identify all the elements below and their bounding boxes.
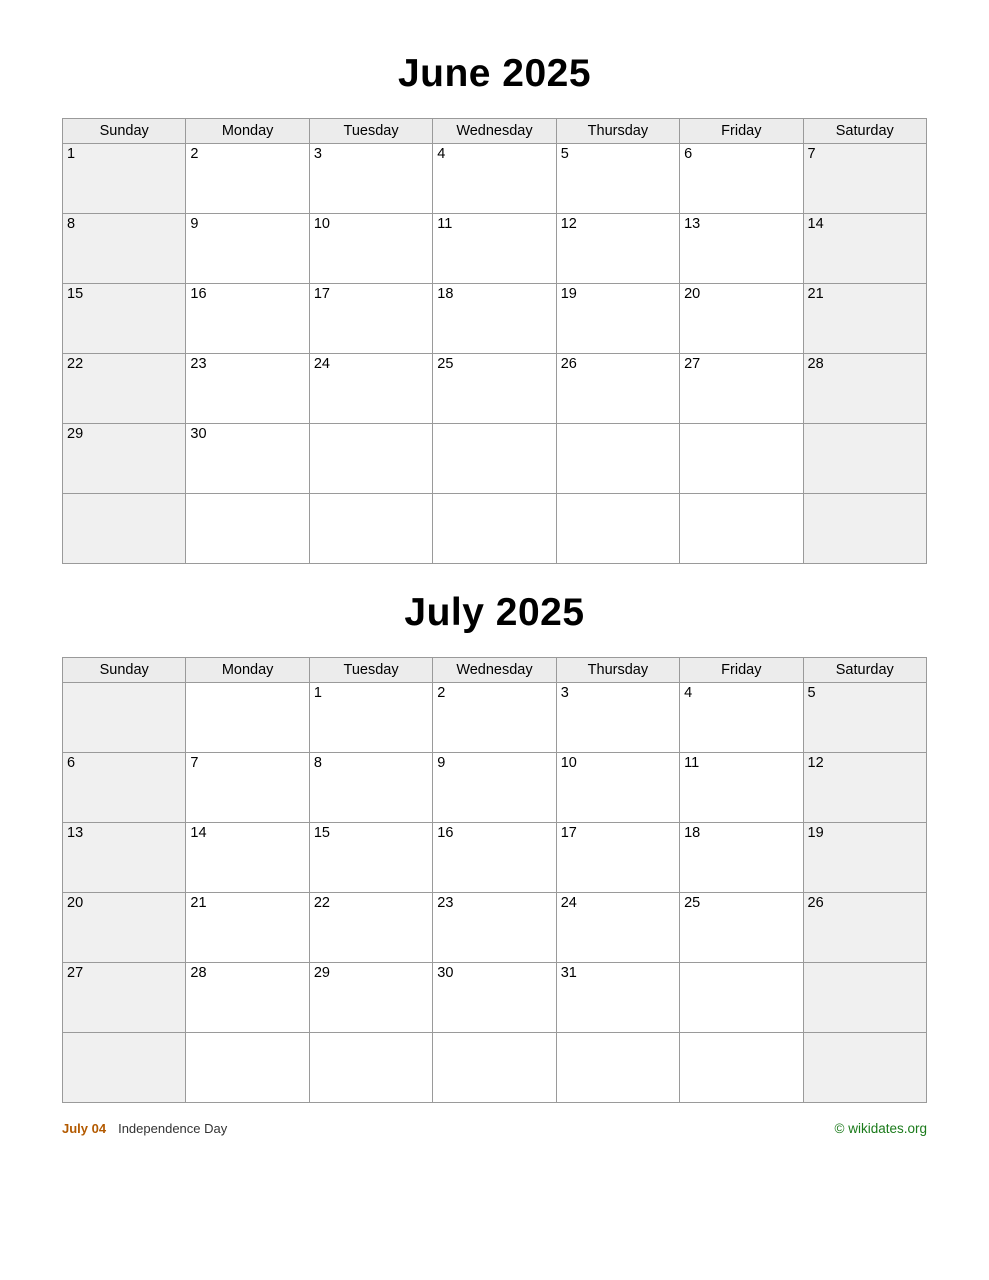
day-cell[interactable]: [433, 753, 556, 823]
day-cell[interactable]: [63, 1033, 186, 1103]
day-cell[interactable]: [803, 1033, 926, 1103]
day-number: 21: [807, 286, 824, 302]
day-number: 8: [67, 216, 76, 232]
weekday-header-friday: Friday: [680, 658, 803, 683]
day-cell[interactable]: [680, 354, 803, 424]
footer: [62, 1103, 927, 1136]
weekday-header-wednesday: Wednesday: [433, 119, 556, 144]
day-cell[interactable]: [433, 284, 556, 354]
day-cell[interactable]: [186, 893, 309, 963]
day-number: 18: [684, 825, 701, 841]
holiday-legend: [62, 1121, 227, 1136]
weekday-header-tuesday: Tuesday: [309, 658, 432, 683]
day-cell[interactable]: [63, 354, 186, 424]
month-block-june: [62, 0, 927, 564]
day-number: 17: [560, 825, 577, 841]
day-cell[interactable]: [309, 214, 432, 284]
calendar-week-row: [63, 214, 927, 284]
day-number: 7: [190, 755, 199, 771]
day-cell[interactable]: [433, 214, 556, 284]
day-cell[interactable]: [433, 893, 556, 963]
day-number: 1: [67, 146, 76, 162]
weekday-header-tuesday: Tuesday: [309, 119, 432, 144]
day-number: 24: [560, 895, 577, 911]
calendar-week-row: [63, 893, 927, 963]
day-number: 13: [67, 825, 84, 841]
day-cell[interactable]: [186, 963, 309, 1033]
day-number: 23: [190, 356, 207, 372]
day-cell[interactable]: [556, 683, 679, 753]
day-number: 24: [313, 356, 330, 372]
holiday-date: July 04: [62, 1121, 107, 1136]
weekday-header-friday: Friday: [680, 119, 803, 144]
day-number: 18: [437, 286, 454, 302]
day-cell[interactable]: [309, 963, 432, 1033]
day-cell[interactable]: [680, 823, 803, 893]
day-cell[interactable]: [186, 214, 309, 284]
day-number: 29: [67, 426, 84, 442]
day-number: 8: [313, 755, 322, 771]
day-number: 12: [560, 216, 577, 232]
day-cell[interactable]: [63, 893, 186, 963]
day-number: 28: [807, 356, 824, 372]
month-title-july: July 2025: [404, 591, 585, 634]
day-cell[interactable]: [309, 354, 432, 424]
day-number: 28: [190, 965, 207, 981]
day-number: 17: [313, 286, 330, 302]
day-cell[interactable]: [680, 424, 803, 494]
day-number: 19: [807, 825, 824, 841]
day-cell[interactable]: [309, 1033, 432, 1103]
month-title-june: June 2025: [397, 52, 592, 95]
day-number: 15: [67, 286, 84, 302]
day-number: 22: [67, 356, 84, 372]
day-number: 21: [190, 895, 207, 911]
day-cell[interactable]: [556, 893, 679, 963]
weekday-header-thursday: Thursday: [556, 658, 679, 683]
day-cell[interactable]: [63, 753, 186, 823]
day-cell[interactable]: [803, 893, 926, 963]
day-number: 26: [560, 356, 577, 372]
weekday-header-sunday: Sunday: [63, 658, 186, 683]
day-number: 13: [684, 216, 701, 232]
day-cell[interactable]: [309, 683, 432, 753]
day-number: 16: [190, 286, 207, 302]
calendar-week-row: [63, 144, 927, 214]
calendar-week-row: [63, 494, 927, 564]
weekday-header-saturday: Saturday: [803, 119, 926, 144]
day-cell[interactable]: [680, 963, 803, 1033]
day-cell[interactable]: [63, 683, 186, 753]
day-cell[interactable]: [186, 823, 309, 893]
day-number: 26: [807, 895, 824, 911]
day-cell[interactable]: [309, 823, 432, 893]
day-number: 6: [684, 146, 693, 162]
calendar-week-row: [63, 1033, 927, 1103]
day-cell[interactable]: [803, 284, 926, 354]
day-number: 31: [560, 965, 577, 981]
day-cell[interactable]: [803, 963, 926, 1033]
calendar-week-row: [63, 354, 927, 424]
day-number: 14: [190, 825, 207, 841]
day-number: 22: [313, 895, 330, 911]
weekday-header-thursday: Thursday: [556, 119, 679, 144]
day-number: 20: [684, 286, 701, 302]
day-cell[interactable]: [680, 1033, 803, 1103]
day-number: 20: [67, 895, 84, 911]
day-cell[interactable]: [556, 753, 679, 823]
day-cell[interactable]: [186, 284, 309, 354]
day-cell[interactable]: [556, 354, 679, 424]
weekday-header-monday: Monday: [186, 658, 309, 683]
day-number: 4: [437, 146, 446, 162]
day-cell[interactable]: [309, 893, 432, 963]
day-cell[interactable]: [556, 494, 679, 564]
day-cell[interactable]: [680, 494, 803, 564]
day-cell[interactable]: [433, 963, 556, 1033]
day-cell[interactable]: [680, 214, 803, 284]
day-number: 4: [684, 685, 693, 701]
day-cell[interactable]: [433, 144, 556, 214]
day-cell[interactable]: [556, 1033, 679, 1103]
day-cell[interactable]: [680, 753, 803, 823]
day-number: 10: [313, 216, 330, 232]
day-cell[interactable]: [186, 354, 309, 424]
day-number: 5: [807, 685, 816, 701]
day-cell[interactable]: [63, 284, 186, 354]
day-cell[interactable]: [63, 823, 186, 893]
day-number: 3: [313, 146, 322, 162]
day-number: 27: [684, 356, 701, 372]
day-cell[interactable]: [433, 683, 556, 753]
weekday-header-row: [63, 658, 927, 683]
weekday-header-monday: Monday: [186, 119, 309, 144]
weekday-header-sunday: Sunday: [63, 119, 186, 144]
day-cell[interactable]: [63, 494, 186, 564]
day-cell[interactable]: [309, 494, 432, 564]
holiday-name: Independence Day: [118, 1121, 228, 1136]
day-number: 5: [560, 146, 569, 162]
day-cell[interactable]: [556, 424, 679, 494]
day-cell[interactable]: [186, 1033, 309, 1103]
day-number: 2: [437, 685, 446, 701]
day-number: 2: [190, 146, 199, 162]
day-cell[interactable]: [186, 683, 309, 753]
day-cell[interactable]: [186, 753, 309, 823]
day-number: 12: [807, 755, 824, 771]
calendar-week-row: [63, 963, 927, 1033]
day-cell[interactable]: [186, 494, 309, 564]
day-cell[interactable]: [309, 753, 432, 823]
day-cell[interactable]: [63, 963, 186, 1033]
day-cell[interactable]: [309, 144, 432, 214]
day-cell[interactable]: [433, 823, 556, 893]
weekday-header-row: [63, 119, 927, 144]
calendar-grid-june: [62, 118, 927, 564]
day-cell[interactable]: [803, 214, 926, 284]
day-cell[interactable]: [803, 424, 926, 494]
weekday-header-wednesday: Wednesday: [433, 658, 556, 683]
day-number: 27: [67, 965, 84, 981]
calendar-grid-july: [62, 657, 927, 1103]
day-cell[interactable]: [680, 284, 803, 354]
day-number: 11: [684, 755, 700, 771]
site-credit[interactable]: © wikidates.org: [834, 1121, 927, 1136]
day-cell[interactable]: [63, 424, 186, 494]
day-cell[interactable]: [63, 144, 186, 214]
day-number: 15: [313, 825, 330, 841]
day-cell[interactable]: [433, 424, 556, 494]
day-number: 14: [807, 216, 824, 232]
day-number: 9: [437, 755, 446, 771]
day-cell[interactable]: [186, 424, 309, 494]
day-cell[interactable]: [309, 284, 432, 354]
calendar-week-row: [63, 683, 927, 753]
day-cell[interactable]: [803, 683, 926, 753]
day-cell[interactable]: [556, 284, 679, 354]
day-number: 23: [437, 895, 454, 911]
day-cell[interactable]: [803, 753, 926, 823]
day-number: 3: [560, 685, 569, 701]
day-number: 10: [560, 755, 577, 771]
day-number: 1: [313, 685, 322, 701]
day-number: 9: [190, 216, 199, 232]
day-number: 11: [437, 216, 453, 232]
day-number: 25: [684, 895, 701, 911]
calendar-week-row: [63, 753, 927, 823]
day-cell[interactable]: [186, 144, 309, 214]
day-cell[interactable]: [803, 494, 926, 564]
day-cell[interactable]: [803, 144, 926, 214]
weekday-header-saturday: Saturday: [803, 658, 926, 683]
calendar-week-row: [63, 424, 927, 494]
day-cell[interactable]: [556, 963, 679, 1033]
day-number: 7: [807, 146, 816, 162]
day-cell[interactable]: [803, 354, 926, 424]
day-cell[interactable]: [556, 214, 679, 284]
calendar-week-row: [63, 284, 927, 354]
day-number: 16: [437, 825, 454, 841]
day-cell[interactable]: [433, 354, 556, 424]
day-cell[interactable]: [309, 424, 432, 494]
day-number: 30: [190, 426, 207, 442]
day-cell[interactable]: [556, 823, 679, 893]
day-number: 6: [67, 755, 76, 771]
calendar-week-row: [63, 823, 927, 893]
day-cell[interactable]: [433, 494, 556, 564]
day-cell[interactable]: [680, 893, 803, 963]
day-number: 19: [560, 286, 577, 302]
day-number: 30: [437, 965, 454, 981]
day-cell[interactable]: [680, 144, 803, 214]
day-number: 29: [313, 965, 330, 981]
day-cell[interactable]: [63, 214, 186, 284]
day-cell[interactable]: [803, 823, 926, 893]
month-block-july: [62, 564, 927, 1103]
day-number: 25: [437, 356, 454, 372]
day-cell[interactable]: [556, 144, 679, 214]
day-cell[interactable]: [433, 1033, 556, 1103]
day-cell[interactable]: [680, 683, 803, 753]
